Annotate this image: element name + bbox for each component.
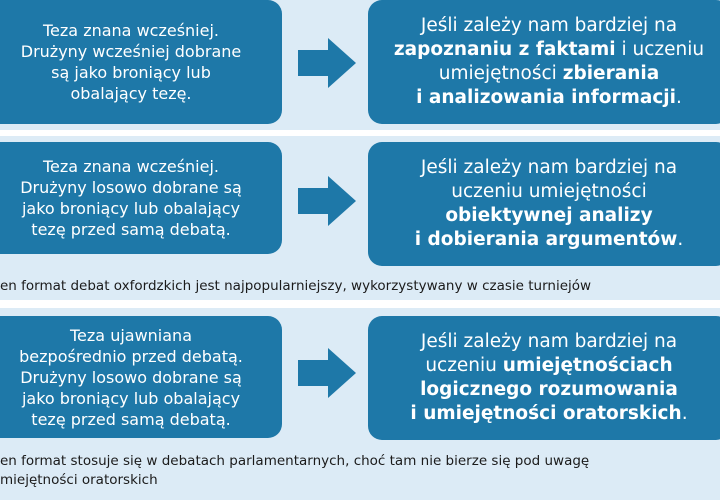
goal-emphasis: i umiejętności oratorskich xyxy=(410,403,682,424)
goal-emphasis: i dobierania argumentów xyxy=(414,229,678,250)
text-line: tezę przed samą debatą. xyxy=(31,220,231,239)
text-line: tezę przed samą debatą. xyxy=(31,409,231,429)
row-2-condition-box xyxy=(0,142,282,254)
goal-segment: uczeniu umiejętności xyxy=(451,181,647,202)
goal-segment: Jeśli zależy nam bardziej na xyxy=(420,15,678,36)
text-line: bezpośrednio przed debatą. xyxy=(19,346,243,366)
text-line: Drużyny losowo dobrane są xyxy=(20,178,242,197)
goal-line xyxy=(394,38,704,62)
text-line: miejętności oratorskich xyxy=(0,472,158,488)
row-2-goal-text xyxy=(415,156,683,252)
goal-line xyxy=(410,354,687,378)
goal-line xyxy=(410,378,687,402)
text-line: Drużyny wcześniej dobrane xyxy=(20,42,242,61)
row-1-goal-text xyxy=(394,14,704,110)
goal-segment: . xyxy=(681,403,688,424)
goal-line xyxy=(415,204,683,228)
goal-line xyxy=(415,228,683,252)
text-line: Teza znana wcześniej. xyxy=(43,21,219,40)
text-line: Drużyny losowo dobrane są xyxy=(20,367,242,387)
goal-emphasis: logicznego rozumowania xyxy=(420,379,678,400)
goal-segment: uczeniu xyxy=(425,355,503,376)
goal-line xyxy=(394,14,704,38)
text-line: Teza ujawniana xyxy=(70,325,192,345)
goal-line xyxy=(394,86,704,110)
text-line: są jako broniący lub xyxy=(51,63,211,82)
text-line: jako broniący lub obalający xyxy=(21,388,241,408)
row-1-condition-text xyxy=(21,20,242,104)
row-1-condition-box xyxy=(0,0,282,124)
goal-line xyxy=(410,330,687,354)
goal-segment: i uczeniu xyxy=(615,39,705,60)
text-line: Teza znana wcześniej. xyxy=(43,157,219,176)
goal-line xyxy=(415,180,683,204)
text-line: en format stosuje się w debatach parlamentarnych, choć tam nie bierze się pod uwagę xyxy=(0,453,590,469)
text-line: en format debat oxfordzkich jest najpopularniejszy, wykorzystywany w czasie turniejów xyxy=(0,278,592,294)
text-line: jako broniący lub obalający xyxy=(21,199,241,218)
goal-emphasis: zapoznaniu z faktami xyxy=(393,39,616,60)
row-3-goal-text xyxy=(410,330,687,426)
goal-segment: Jeśli zależy nam bardziej na xyxy=(420,157,678,178)
row-2-arrow-icon xyxy=(298,176,356,226)
row-3-note xyxy=(0,452,720,490)
goal-emphasis: obiektywnej analizy xyxy=(445,205,653,226)
goal-segment: . xyxy=(677,229,684,250)
text-line: obalający tezę. xyxy=(70,84,192,103)
goal-line xyxy=(415,156,683,180)
row-2-condition-text xyxy=(20,156,242,240)
goal-segment: . xyxy=(676,87,682,108)
row-3-goal-box xyxy=(368,316,720,440)
row-1-arrow-icon xyxy=(298,38,356,88)
goal-line xyxy=(394,62,704,86)
goal-emphasis: umiejętnościach xyxy=(502,355,673,376)
goal-segment: Jeśli zależy nam bardziej na xyxy=(420,331,678,352)
goal-emphasis: zbierania xyxy=(562,63,660,84)
goal-segment: umiejętności xyxy=(438,63,563,84)
row-2-goal-box xyxy=(368,142,720,266)
row-2-note xyxy=(0,277,720,296)
goal-line xyxy=(410,402,687,426)
row-3-condition-text xyxy=(19,325,243,430)
row-1-goal-box xyxy=(368,0,720,124)
row-3-condition-box xyxy=(0,316,282,438)
goal-emphasis: i analizowania informacji xyxy=(416,87,676,108)
row-3-arrow-icon xyxy=(298,348,356,398)
